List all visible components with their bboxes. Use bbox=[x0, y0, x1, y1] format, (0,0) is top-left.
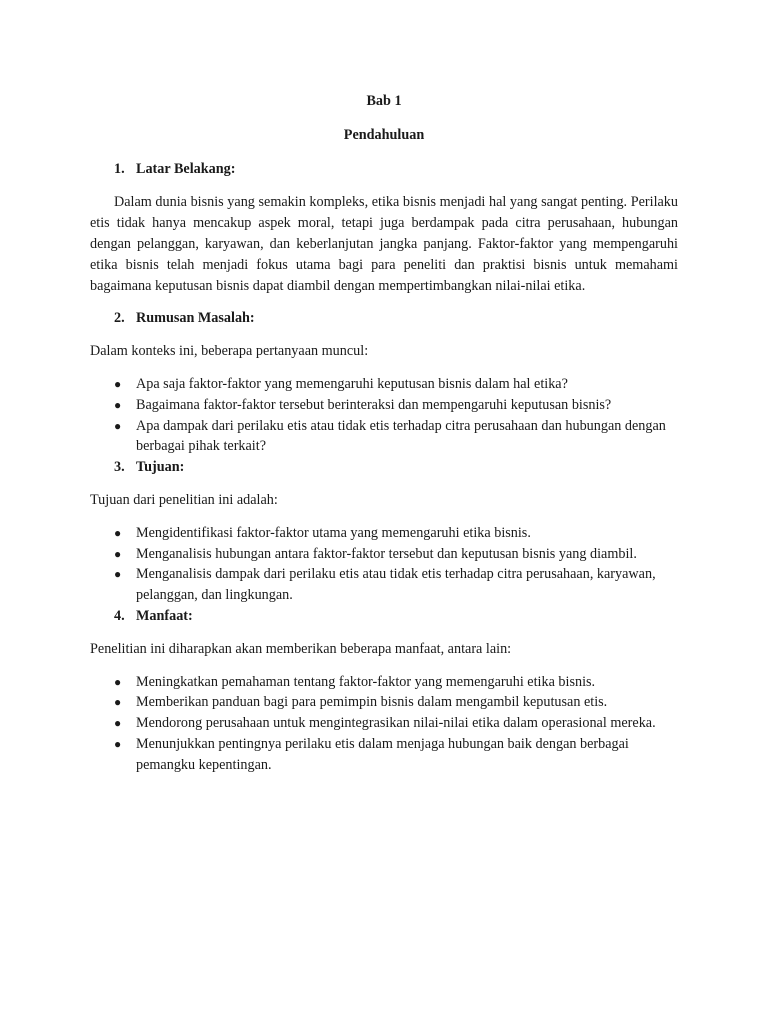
section-heading-manfaat bbox=[90, 606, 678, 627]
list-item: ● Apa dampak dari perilaku etis atau tidak etis terhadap citra perusahaan dan hubungan dengan berbagai pihak terkait? bbox=[114, 416, 678, 458]
background-paragraph: Dalam dunia bisnis yang semakin kompleks, etika bisnis menjadi hal yang sangat penting. Perilaku etis tidak hanya mencakup aspek moral, tetapi juga berdampak pada citra perusahaan, hubungan dengan pelanggan, karyawan, dan keberlanjutan jangka panjang. Faktor-faktor yang mempengaruhi etika bisnis telah menjadi fokus utama bagi para peneliti dan praktisi bisnis untuk memahami bagaimana keputusan bisnis dapat diambil dengan mempertimbangkan nilai-nilai etika. bbox=[90, 194, 678, 294]
section-heading-latar-belakang bbox=[90, 159, 678, 180]
section-intro: Dalam konteks ini, beberapa pertanyaan muncul: bbox=[90, 343, 369, 360]
section-heading-rumusan-masalah bbox=[90, 308, 678, 329]
bullet-icon: ● bbox=[114, 525, 122, 540]
bullet-icon: ● bbox=[114, 674, 122, 689]
section-intro: Tujuan dari penelitian ini adalah: bbox=[90, 491, 278, 508]
list-item: ● Memberikan panduan bagi para pemimpin bisnis dalam mengambil keputusan etis. bbox=[114, 692, 678, 713]
section-number: 3. bbox=[114, 459, 125, 476]
list-item: ● Menganalisis hubungan antara faktor-faktor tersebut dan keputusan bisnis yang diambil. bbox=[114, 544, 678, 565]
section-number: 4. bbox=[114, 607, 125, 624]
list-item: ● Mendorong perusahaan untuk mengintegrasikan nilai-nilai etika dalam operasional mereka. bbox=[114, 713, 678, 734]
bullet-list-rumusan-masalah bbox=[90, 374, 678, 457]
section-number: 1. bbox=[114, 160, 125, 177]
bullet-icon: ● bbox=[114, 716, 122, 731]
bullet-icon: ● bbox=[114, 397, 122, 412]
bullet-icon: ● bbox=[114, 567, 122, 582]
list-item: ● Menganalisis dampak dari perilaku etis atau tidak etis terhadap citra perusahaan, karyawan, pelanggan, dan lingkungan. bbox=[114, 564, 678, 606]
section-heading-tujuan bbox=[90, 457, 678, 478]
bullet-icon: ● bbox=[114, 546, 122, 561]
bullet-icon: ● bbox=[114, 695, 122, 710]
list-item: ● Mengidentifikasi faktor-faktor utama yang memengaruhi etika bisnis. bbox=[114, 523, 678, 544]
bullet-list-manfaat bbox=[90, 672, 678, 776]
bullet-icon: ● bbox=[114, 376, 122, 391]
list-item: ● Menunjukkan pentingnya perilaku etis dalam menjaga hubungan baik dengan berbagai pemangku kepentingan. bbox=[114, 734, 678, 776]
list-item: ● Meningkatkan pemahaman tentang faktor-faktor yang memengaruhi etika bisnis. bbox=[114, 672, 678, 693]
bullet-list-tujuan bbox=[90, 523, 678, 606]
section-title: Rumusan Masalah: bbox=[136, 310, 255, 327]
chapter-title: Pendahuluan bbox=[343, 126, 425, 143]
chapter-number: Bab 1 bbox=[366, 93, 402, 109]
section-title: Manfaat: bbox=[136, 607, 193, 624]
list-item: ● Apa saja faktor-faktor yang memengaruhi keputusan bisnis dalam hal etika? bbox=[114, 374, 678, 395]
section-title: Latar Belakang: bbox=[136, 160, 236, 177]
list-item: ● Bagaimana faktor-faktor tersebut berinteraksi dan mempengaruhi keputusan bisnis? bbox=[114, 395, 678, 416]
bullet-icon: ● bbox=[114, 736, 122, 751]
section-title: Tujuan: bbox=[136, 459, 185, 476]
bullet-icon: ● bbox=[114, 418, 122, 433]
section-intro: Penelitian ini diharapkan akan memberikan beberapa manfaat, antara lain: bbox=[90, 640, 512, 657]
section-number: 2. bbox=[114, 310, 125, 327]
